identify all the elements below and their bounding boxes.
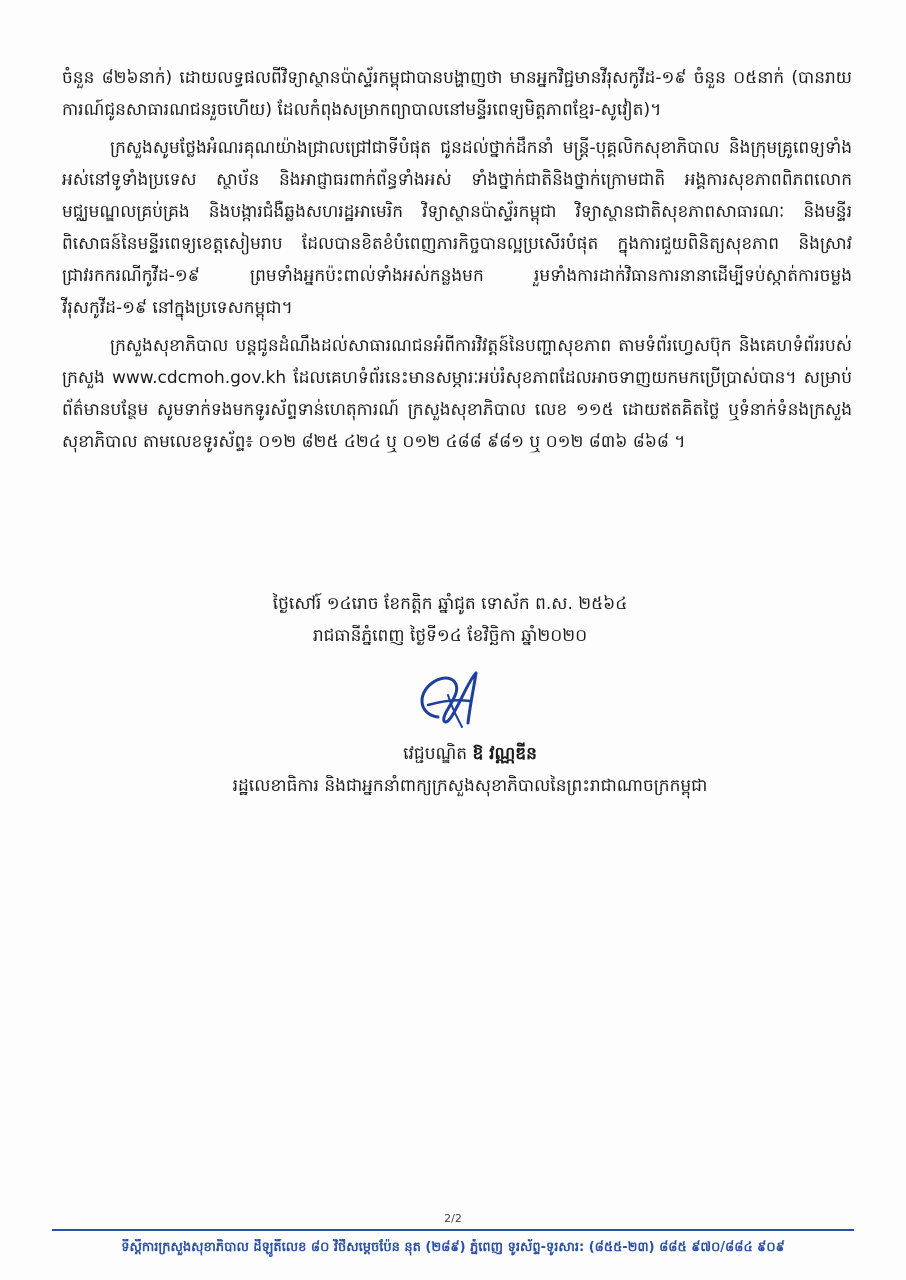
footer-divider bbox=[52, 1229, 854, 1231]
paragraph-3: ក្រសួងសុខាភិបាល បន្តជូនដំណឹងដល់សាធារណជនអំពីការវិវត្តន៍នៃបញ្ហាសុខភាព តាមទំព័រហ្វេសប៊ុក និងគេហទំព័ររបស់ក្រសួង www.cdcmoh.gov.kh ដែលគេហទំព័រនេះមានសម្ភារៈអប់រំសុខភាពដែលអាចទាញយកមកប្រើប្រាស់បាន។ សម្រាប់ព័ត៌មានបន្ថែម សូមទាក់ទងមកទូរស័ព្ទទាន់ហេតុការណ៍ ក្រសួងសុខាភិបាល លេខ ១១៥ ដោយឥតគិតថ្លៃ ឬទំនាក់ទំនងក្រសួងសុខាភិបាល តាមលេខទូរស័ព្ទ៖ ០១២ ៨២៥ ៤២៤ ឬ ០១២ ៤៨៨ ៩៨១ ឬ ០១២ ៨៣៦ ៨៦៨ ។ bbox=[62, 336, 852, 452]
handwritten-signature-icon bbox=[398, 665, 508, 735]
signer-position: រដ្ឋលេខាធិការ និងជាអ្នកនាំពាក្យក្រសួងសុខាភិបាលនៃព្រះរាជាណាចក្រកម្ពុជា bbox=[232, 776, 708, 796]
date-block bbox=[190, 588, 710, 652]
paragraph-2: ក្រសួងសូមថ្លែងអំណរគុណយ៉ាងជ្រាលជ្រៅជាទីបំផុត ជូនដល់ថ្នាក់ដឹកនាំ មន្ត្រី-បុគ្គលិកសុខាភិបាល និងក្រុមគ្រូពេទ្យទាំងអស់នៅទូទាំងប្រទេស ស្ថាប័ន និងអាជ្ញាធរពាក់ព័ន្ធទាំងអស់ ទាំងថ្នាក់ជាតិនិងថ្នាក់ក្រោមជាតិ អង្គការសុខភាពពិភពលោក មជ្ឈមណ្ឌលគ្រប់គ្រង និងបង្ការជំងឺឆ្លងសហរដ្ឋអាមេរិក វិទ្យាស្ថានប៉ាស្ទ័រកម្ពុជា វិទ្យាស្ថានជាតិសុខភាពសាធារណៈ និងមន្ទីរពិសោធន៍នៃមន្ទីរពេទ្យខេត្តសៀមរាប ដែលបានខិតខំបំពេញភារកិច្ចបានល្អប្រសើរបំផុត ក្នុងការជួយពិនិត្យសុខភាព និងស្រាវជ្រាវរកករណីកូវីដ-១៩ ព្រមទាំងអ្នកប៉ះពាល់ទាំងអស់កន្លងមក រួមទាំងការដាក់វិធានការនានាដើម្បីទប់ស្កាត់ការចម្លង វីរុសកូវីដ-១៩ នៅក្នុងប្រទេសកម្ពុជា។ bbox=[62, 138, 852, 318]
signer-name: ឱ វណ្ណឌីន bbox=[472, 744, 537, 764]
ministry-address: ទីស្តីការក្រសួងសុខាភិបាល ដីឡូតិ៍លេខ ៨០ វិថីសម្ដេចប៉ែន នុត (២៨៩) ភ្នំពេញ ទូរស័ព្ទ-ទូរសារ: (៨៥៥-២៣) ៨៨៥ ៩៧០/៨៨៤ ៩០៩ bbox=[121, 1240, 785, 1255]
page-number: 2/2 bbox=[444, 1212, 462, 1225]
lunar-date: ថ្ងៃសៅរ៍ ១៤រោច ខែកត្តិក ឆ្នាំជូត ទោស័ក ព.ស. ២៥៦៤ bbox=[272, 594, 628, 614]
signer-name-line bbox=[180, 738, 760, 770]
signer-block bbox=[180, 738, 760, 802]
page-footer bbox=[52, 1212, 854, 1258]
signer-title: វេជ្ជបណ្ឌិត bbox=[403, 744, 473, 764]
solar-date: រាជធានីភ្នំពេញ ថ្ងៃទី១៤ ខែវិច្ឆិកា ឆ្នាំ២០២០ bbox=[312, 626, 588, 646]
press-release-body bbox=[62, 62, 852, 464]
paragraph-1: ចំនួន ៨២៦នាក់) ដោយលទ្ធផលពីវិទ្យាស្ថានប៉ាស្ទ័រកម្ពុជាបានបង្ហាញថា មានអ្នកវិជ្ជមានវីរុសកូវីដ-១៩ ចំនួន ០៥នាក់ (បានរាយការណ៍ជូនសាធារណជនរួចហើយ) ដែលកំពុងសម្រាកព្យាបាលនៅមន្ទីរពេទ្យមិត្តភាពខ្មែរ-សូវៀត)។ bbox=[62, 68, 852, 120]
